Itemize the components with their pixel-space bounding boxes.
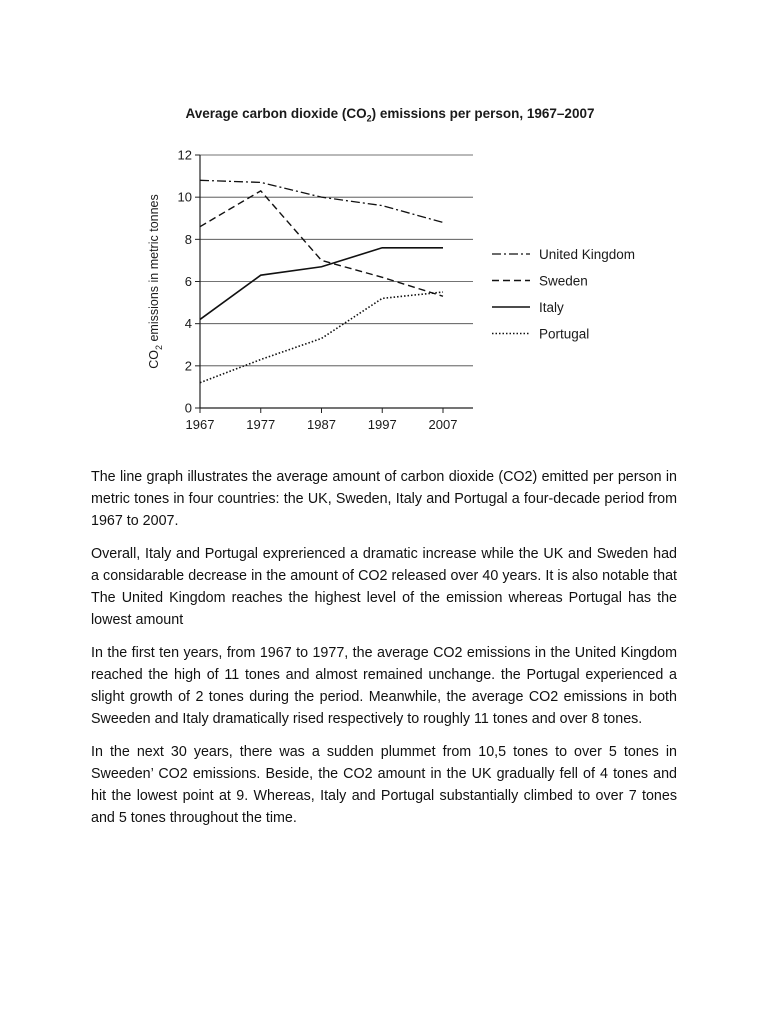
legend-label: Italy: [539, 300, 564, 315]
paragraph: In the first ten years, from 1967 to 1977, the average CO2 emissions in the United Kingdom reached the high of 11 tones and almost remained unchange. the Portugal experienced a slight growth of 2 tones during the period. Meanwhile, the average CO2 emissions in both Sweeden and Italy dramatically rised respectively to roughly 11 tones and over 8 tones.: [91, 645, 677, 727]
y-tick-label: 10: [177, 189, 192, 205]
y-tick-label: 0: [184, 400, 192, 416]
x-tick-label: 1997: [367, 417, 397, 432]
legend-label: Sweden: [539, 273, 588, 289]
paragraph: The line graph illustrates the average amount of carbon dioxide (CO2) emitted per person in metric tones in four countries: the UK, Sweden, Italy and Portugal a four-decade period from 1967 to 2007.: [91, 469, 677, 529]
paragraph: In the next 30 years, there was a sudden plummet from 10,5 tones to over 5 tones in Sweeden’ CO2 emissions. Beside, the CO2 amount in the UK gradually fell of 4 tones and hit the lowest point at 9. Whereas, Italy and Portugal substantially climbed to over 7 tones and 5 tones throughout the time.: [91, 744, 677, 826]
chart-container: [130, 100, 650, 445]
legend-label: Portugal: [539, 326, 590, 342]
essay-text: [91, 466, 677, 840]
y-tick-label: 8: [184, 231, 192, 247]
x-tick-label: 1987: [307, 417, 336, 432]
y-tick-label: 6: [184, 274, 192, 289]
y-tick-label: 2: [184, 358, 192, 374]
series-line-united-kingdom: [200, 180, 443, 222]
series-line-portugal: [200, 292, 443, 383]
y-tick-label: 4: [184, 316, 192, 332]
series-line-sweden: [200, 191, 443, 296]
x-tick-label: 1977: [246, 417, 276, 432]
series-line-italy: [200, 248, 443, 320]
legend-label: United Kingdom: [539, 247, 636, 262]
y-tick-label: 12: [177, 147, 192, 163]
y-axis-label: $CO_2$ emissions in metric tonnes: [147, 194, 164, 369]
paragraph: Overall, Italy and Portugal exprerienced a dramatic increase while the UK and Sweden had a considarable decrease in the amount of CO2 released over 40 years. It is also notable that The United Kingdom reaches the highest level of the emission whereas Portugal has the lowest amount: [91, 546, 677, 628]
x-tick-label: 2007: [428, 417, 458, 432]
x-tick-label: 1967: [185, 417, 215, 432]
chart-title: Average carbon dioxide $(CO_2)$ emissions per person, 1967–2007: [185, 106, 595, 124]
line-chart: [130, 100, 650, 445]
